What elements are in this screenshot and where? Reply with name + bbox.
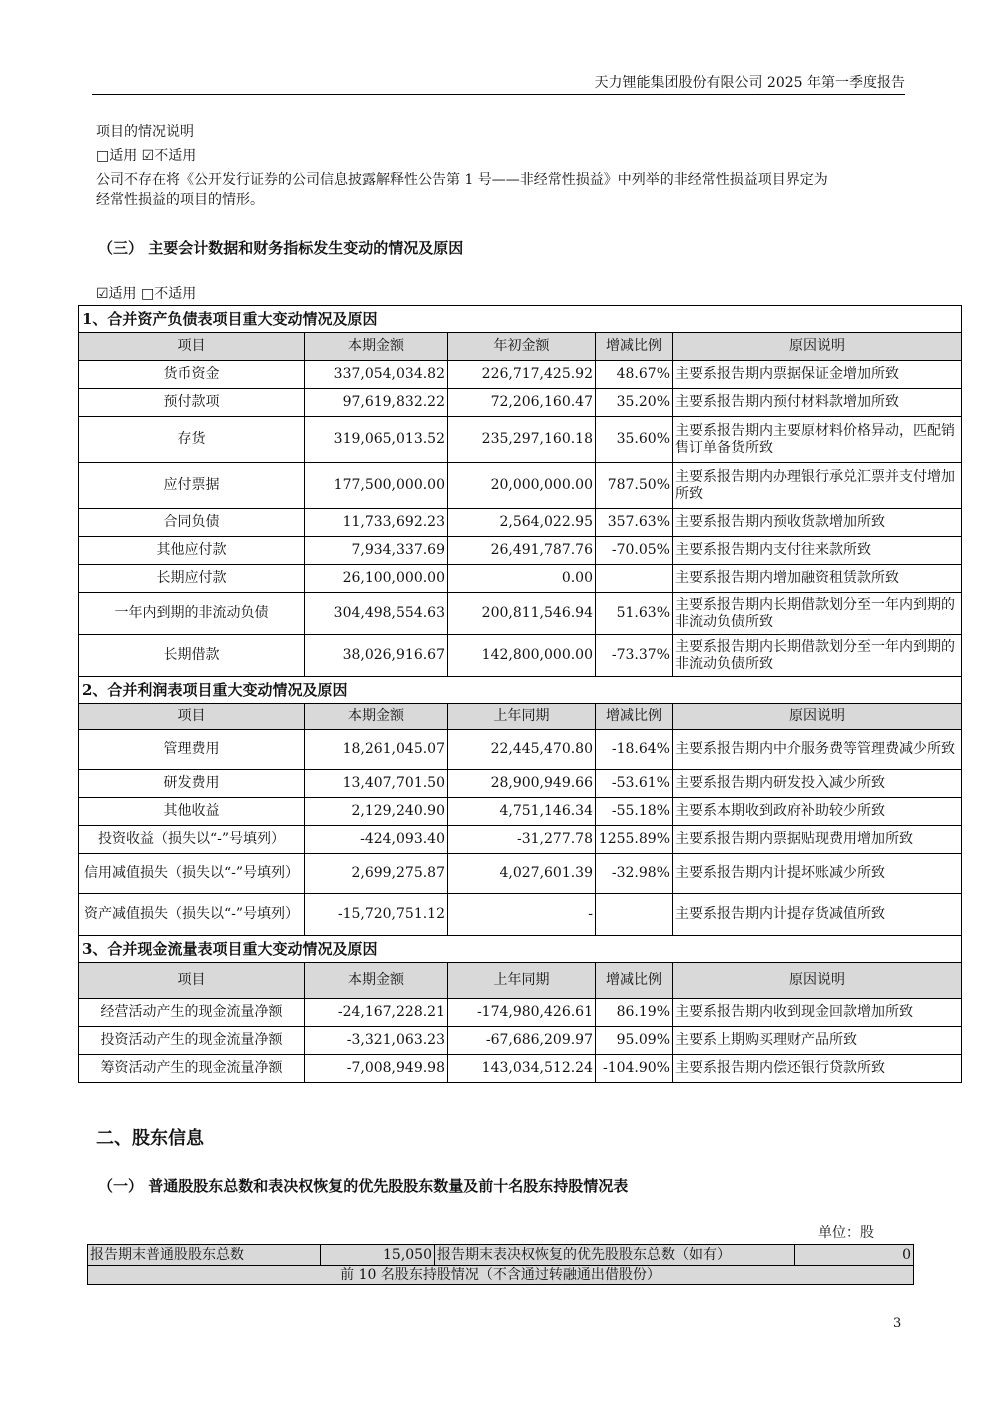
table-cell: 货币资金	[79, 361, 305, 389]
table-cell: -18.64%	[596, 730, 673, 770]
table-cell: 主要系报告期内长期借款划分至一年内到期的非流动负债所致	[673, 593, 962, 635]
table-cell: 4,751,146.34	[448, 798, 596, 826]
table-cell: 22,445,470.80	[448, 730, 596, 770]
header-divider	[92, 94, 905, 95]
changes-table	[78, 305, 962, 1083]
table-cell: 主要系报告期内办理银行承兑汇票并支付增加所致	[673, 463, 962, 509]
table-row	[79, 854, 962, 894]
table-cell: 投资收益（损失以“-”号填列）	[79, 826, 305, 854]
table-row	[79, 537, 962, 565]
table-cell: 235,297,160.18	[448, 417, 596, 463]
table-cell: -	[448, 894, 596, 936]
table-cell: -73.37%	[596, 635, 673, 677]
table-cell: 26,491,787.76	[448, 537, 596, 565]
table-cell: 51.63%	[596, 593, 673, 635]
intro-applicable: □适用 ☑不适用	[96, 148, 197, 164]
table-cell: 20,000,000.00	[448, 463, 596, 509]
balance-header-cell: 增减比例	[596, 333, 673, 361]
table-cell: 信用减值损失（损失以“-”号填列）	[79, 854, 305, 894]
table-cell: 主要系报告期内主要原材料价格异动，匹配销售订单备货所致	[673, 417, 962, 463]
table-cell: -67,686,209.97	[448, 1027, 596, 1055]
table-cell: 200,811,546.94	[448, 593, 596, 635]
table-cell: 投资活动产生的现金流量净额	[79, 1027, 305, 1055]
table-cell: 48.67%	[596, 361, 673, 389]
balance-header-cell: 年初金额	[448, 333, 596, 361]
table-cell: 主要系本期收到政府补助较少所致	[673, 798, 962, 826]
table-cell: 主要系报告期内票据贴现费用增加所致	[673, 826, 962, 854]
table-cell: 长期借款	[79, 635, 305, 677]
table-row	[79, 565, 962, 593]
table-row	[79, 1055, 962, 1083]
table-cell: 304,498,554.63	[305, 593, 448, 635]
table-row	[79, 635, 962, 677]
income-header-cell: 原因说明	[673, 704, 962, 730]
table-row	[79, 826, 962, 854]
table-cell: 管理费用	[79, 730, 305, 770]
table-cell: 主要系报告期内增加融资租赁款所致	[673, 565, 962, 593]
table-cell: -15,720,751.12	[305, 894, 448, 936]
table-cell: -31,277.78	[448, 826, 596, 854]
balance-section-title: 1、合并资产负债表项目重大变动情况及原因	[79, 306, 962, 333]
table-cell: 177,500,000.00	[305, 463, 448, 509]
table-row	[79, 1027, 962, 1055]
cashflow-header-cell: 本期金额	[305, 963, 448, 999]
table-cell: 合同负债	[79, 509, 305, 537]
table-cell: -7,008,949.98	[305, 1055, 448, 1083]
table-cell: 资产减值损失（损失以“-”号填列）	[79, 894, 305, 936]
table-cell: 143,034,512.24	[448, 1055, 596, 1083]
table-cell: 主要系报告期内计提坏账减少所致	[673, 854, 962, 894]
table-row	[79, 593, 962, 635]
table-cell: 主要系报告期内计提存货减值所致	[673, 894, 962, 936]
table-cell: 357.63%	[596, 509, 673, 537]
intro-line-1: 项目的情况说明	[96, 124, 194, 140]
table-cell: 95.09%	[596, 1027, 673, 1055]
income-section-title: 2、合并利润表项目重大变动情况及原因	[79, 677, 962, 704]
table-cell: -3,321,063.23	[305, 1027, 448, 1055]
table-cell: -104.90%	[596, 1055, 673, 1083]
table-cell: 86.19%	[596, 999, 673, 1027]
table-cell: 787.50%	[596, 463, 673, 509]
balance-header-cell: 原因说明	[673, 333, 962, 361]
table-cell: 主要系报告期内收到现金回款增加所致	[673, 999, 962, 1027]
common-holders-label: 报告期末普通股股东总数	[88, 1245, 321, 1266]
table-cell: 其他收益	[79, 798, 305, 826]
table-cell: 38,026,916.67	[305, 635, 448, 677]
table-cell: 存货	[79, 417, 305, 463]
table-row	[79, 730, 962, 770]
table-row	[79, 361, 962, 389]
page-number: 3	[893, 1316, 902, 1331]
unit-label: 单位：股	[818, 1225, 874, 1241]
table-cell: 13,407,701.50	[305, 770, 448, 798]
table-cell: -24,167,228.21	[305, 999, 448, 1027]
table-row	[79, 509, 962, 537]
table-row	[79, 770, 962, 798]
table-cell: 72,206,160.47	[448, 389, 596, 417]
preferred-holders-value: 0	[795, 1245, 914, 1266]
income-header-cell: 增减比例	[596, 704, 673, 730]
table-cell: 主要系报告期内研发投入减少所致	[673, 770, 962, 798]
report-header-title: 天力锂能集团股份有限公司 2025 年第一季度报告	[594, 75, 905, 91]
table-cell: -174,980,426.61	[448, 999, 596, 1027]
intro-line-3: 经常性损益的项目的情形。	[96, 192, 264, 208]
table-cell: 主要系报告期内预收货款增加所致	[673, 509, 962, 537]
table-cell: -55.18%	[596, 798, 673, 826]
table-cell: 2,129,240.90	[305, 798, 448, 826]
section-3-title: （三） 主要会计数据和财务指标发生变动的情况及原因	[98, 239, 464, 257]
table-cell: 35.60%	[596, 417, 673, 463]
table-cell: -70.05%	[596, 537, 673, 565]
table-cell: 主要系报告期内中介服务费等管理费减少所致	[673, 730, 962, 770]
table-cell: 35.20%	[596, 389, 673, 417]
table-cell: 筹资活动产生的现金流量净额	[79, 1055, 305, 1083]
table-cell	[596, 894, 673, 936]
table-cell: 长期应付款	[79, 565, 305, 593]
table-cell: 26,100,000.00	[305, 565, 448, 593]
common-holders-value: 15,050	[321, 1245, 435, 1266]
shareholders-title: 二、股东信息	[96, 1128, 204, 1149]
table-cell: -53.61%	[596, 770, 673, 798]
table-cell: 1255.89%	[596, 826, 673, 854]
table-cell: -424,093.40	[305, 826, 448, 854]
table-cell: 研发费用	[79, 770, 305, 798]
table-row	[79, 999, 962, 1027]
table-cell: 应付票据	[79, 463, 305, 509]
table-row	[79, 894, 962, 936]
table-cell: 0.00	[448, 565, 596, 593]
table-cell: 预付款项	[79, 389, 305, 417]
cashflow-header-cell: 上年同期	[448, 963, 596, 999]
income-header-cell: 上年同期	[448, 704, 596, 730]
table-cell: 其他应付款	[79, 537, 305, 565]
top10-holders-header: 前 10 名股东持股情况（不含通过转融通出借股份）	[88, 1266, 914, 1285]
cashflow-section-title: 3、合并现金流量表项目重大变动情况及原因	[79, 936, 962, 963]
table-cell: 18,261,045.07	[305, 730, 448, 770]
shareholders-table	[87, 1244, 914, 1285]
section-3-applicable: ☑适用 □不适用	[96, 286, 197, 302]
income-header-cell: 项目	[79, 704, 305, 730]
table-cell: 7,934,337.69	[305, 537, 448, 565]
table-cell: 主要系上期购买理财产品所致	[673, 1027, 962, 1055]
table-cell: 97,619,832.22	[305, 389, 448, 417]
table-cell: 11,733,692.23	[305, 509, 448, 537]
table-cell: 经营活动产生的现金流量净额	[79, 999, 305, 1027]
table-cell: 28,900,949.66	[448, 770, 596, 798]
balance-header-cell: 项目	[79, 333, 305, 361]
table-cell: 一年内到期的非流动负债	[79, 593, 305, 635]
table-cell: 主要系报告期内预付材料款增加所致	[673, 389, 962, 417]
table-cell: 2,699,275.87	[305, 854, 448, 894]
table-row	[79, 463, 962, 509]
table-cell: 337,054,034.82	[305, 361, 448, 389]
table-cell: 主要系报告期内偿还银行贷款所致	[673, 1055, 962, 1083]
cashflow-header-cell: 增减比例	[596, 963, 673, 999]
table-cell	[596, 565, 673, 593]
table-cell: -32.98%	[596, 854, 673, 894]
balance-header-cell: 本期金额	[305, 333, 448, 361]
intro-line-2: 公司不存在将《公开发行证券的公司信息披露解释性公告第 1 号——非经常性损益》中列举的非经常性损益项目界定为	[96, 172, 828, 188]
shareholders-subtitle: （一） 普通股股东总数和表决权恢复的优先股股东数量及前十名股东持股情况表	[98, 1177, 629, 1195]
cashflow-header-cell: 原因说明	[673, 963, 962, 999]
table-cell: 226,717,425.92	[448, 361, 596, 389]
table-row	[79, 389, 962, 417]
table-cell: 主要系报告期内票据保证金增加所致	[673, 361, 962, 389]
income-header-cell: 本期金额	[305, 704, 448, 730]
table-row	[79, 798, 962, 826]
table-cell: 主要系报告期内支付往来款所致	[673, 537, 962, 565]
table-cell: 主要系报告期内长期借款划分至一年内到期的非流动负债所致	[673, 635, 962, 677]
table-cell: 2,564,022.95	[448, 509, 596, 537]
table-cell: 319,065,013.52	[305, 417, 448, 463]
table-cell: 142,800,000.00	[448, 635, 596, 677]
preferred-holders-label: 报告期末表决权恢复的优先股股东总数（如有）	[435, 1245, 795, 1266]
table-cell: 4,027,601.39	[448, 854, 596, 894]
cashflow-header-cell: 项目	[79, 963, 305, 999]
table-row	[79, 417, 962, 463]
